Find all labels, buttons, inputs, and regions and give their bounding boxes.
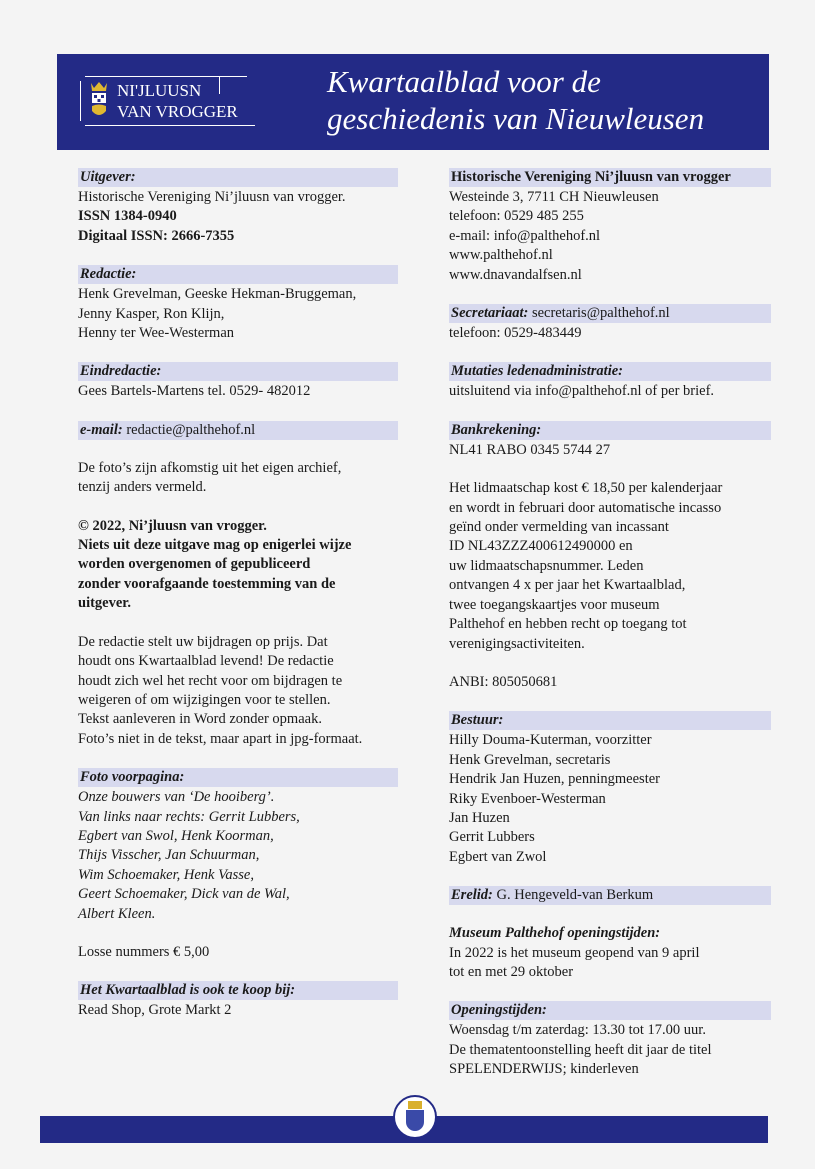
- title-line-1: Kwartaalblad voor de: [327, 64, 601, 99]
- section-anbi: [449, 673, 771, 692]
- bestuur-line: Riky Evenboer-Westerman: [449, 790, 606, 807]
- email-label: e-mail:: [80, 421, 123, 438]
- crest-icon: [89, 81, 109, 119]
- section-email: [78, 421, 398, 440]
- museum-line: tot en met 29 oktober: [449, 963, 574, 980]
- section-redactie-tekst: [78, 633, 398, 749]
- section-eindredactie: [78, 362, 398, 401]
- masthead: [57, 54, 769, 150]
- foto-voorpagina-line: Albert Kleen.: [78, 905, 156, 922]
- heading-vereniging: Historische Vereniging Ni’jluusn van vrogger: [449, 168, 771, 187]
- logo-line-1: NI'JLUUSN: [117, 81, 202, 100]
- secretariaat-email-link[interactable]: secretaris@palthehof.nl: [528, 305, 670, 322]
- logo: [77, 71, 255, 131]
- bestuur-line: Jan Huzen: [449, 809, 510, 826]
- foto-voorpagina-line: Wim Schoemaker, Henk Vasse,: [78, 866, 254, 883]
- fotos-line: De foto’s zijn afkomstig uit het eigen archief,: [78, 459, 342, 476]
- redactie-tekst-line: De redactie stelt uw bijdragen op prijs. Dat: [78, 633, 328, 650]
- redactie-tekst-line: houdt ons Kwartaalblad levend! De redactie: [78, 653, 334, 670]
- koop-line: Read Shop, Grote Markt 2: [78, 1002, 232, 1019]
- section-mutaties: [449, 362, 771, 401]
- logo-frame-top: [85, 76, 247, 77]
- lidmaatschap-line: uw lidmaatschapsnummer. Leden: [449, 557, 644, 574]
- copyright-line: © 2022, Ni’jluusn van vrogger.: [78, 517, 267, 534]
- redactie-tekst-line: weigeren of om wijzigingen voor te stellen.: [78, 691, 331, 708]
- redactie-tekst-line: Tekst aanleveren in Word zonder opmaak.: [78, 711, 322, 728]
- lidmaatschap-line: Palthehof en hebben recht op toegang tot: [449, 616, 687, 633]
- lidmaatschap-line: en wordt in februari door automatische incasso: [449, 499, 722, 516]
- right-column: [449, 168, 771, 1099]
- vereniging-email-link[interactable]: e-mail: info@palthehof.nl: [449, 227, 601, 244]
- section-erelid: [449, 886, 771, 905]
- copyright-line: zonder voorafgaande toestemming van de: [78, 575, 336, 592]
- uitgever-line: Historische Vereniging Ni’jluusn van vrogger.: [78, 189, 346, 205]
- section-redactie: [78, 265, 398, 343]
- heading-museum: Museum Palthehof openingstijden:: [449, 925, 661, 942]
- section-uitgever: [78, 168, 398, 246]
- museum-line: In 2022 is het museum geopend van 9 april: [449, 944, 700, 961]
- vereniging-website-link[interactable]: www.palthehof.nl: [449, 247, 553, 264]
- secretariaat-label: Secretariaat:: [451, 305, 529, 322]
- emblem-shield: [406, 1110, 424, 1131]
- foto-voorpagina-line: Egbert van Swol, Henk Koorman,: [78, 827, 274, 844]
- section-lidmaatschap: [449, 479, 771, 654]
- redactie-line: Henny ter Wee-Westerman: [78, 325, 235, 342]
- redactie-line: Henk Grevelman, Geeske Hekman-Bruggeman,: [78, 286, 357, 303]
- secretariaat-bar: [449, 304, 771, 323]
- losse-nummers: Losse nummers € 5,00: [78, 943, 210, 960]
- emblem-crown: [408, 1101, 422, 1109]
- mutaties-line: uitsluitend via info@palthehof.nl of per brief.: [449, 383, 715, 400]
- lidmaatschap-line: geïnd onder vermelding van incassant: [449, 519, 669, 536]
- left-column: [78, 168, 398, 1040]
- section-vereniging: [449, 168, 771, 285]
- section-openingstijden: [449, 1001, 771, 1079]
- redactie-tekst-line: Foto’s niet in de tekst, maar apart in jpg-formaat.: [78, 730, 363, 747]
- foto-voorpagina-line: Onze bouwers van ‘De hooiberg’.: [78, 789, 275, 806]
- foto-voorpagina-line: Geert Schoemaker, Dick van de Wal,: [78, 886, 290, 903]
- heading-uitgever: Uitgever:: [78, 168, 398, 187]
- digitaal-issn: Digitaal ISSN: 2666-7355: [78, 227, 235, 244]
- heading-foto-voorpagina: Foto voorpagina:: [78, 768, 398, 787]
- section-losse-nummers: [78, 943, 398, 962]
- erelid-value: G. Hengeveld-van Berkum: [492, 887, 654, 904]
- bestuur-line: Hilly Douma-Kuterman, voorzitter: [449, 732, 652, 749]
- bestuur-line: Gerrit Lubbers: [449, 829, 535, 846]
- secretariaat-phone: telefoon: 0529-483449: [449, 325, 582, 342]
- section-bestuur: [449, 711, 771, 867]
- logo-frame-right: [219, 76, 220, 94]
- section-museum: [449, 924, 771, 982]
- lidmaatschap-line: Het lidmaatschap kost € 18,50 per kalenderjaar: [449, 480, 723, 497]
- section-fotos: [78, 459, 398, 498]
- heading-eindredactie: Eindredactie:: [78, 362, 398, 381]
- foto-voorpagina-line: Thijs Visscher, Jan Schuurman,: [78, 847, 260, 864]
- copyright-line: Niets uit deze uitgave mag op enigerlei wijze: [78, 537, 352, 554]
- section-bank: [449, 421, 771, 460]
- logo-frame-side: [80, 81, 81, 121]
- foto-voorpagina-line: Van links naar rechts: Gerrit Lubbers,: [78, 808, 300, 825]
- bank-line: NL41 RABO 0345 5744 27: [449, 441, 611, 458]
- openingstijden-line: Woensdag t/m zaterdag: 13.30 tot 17.00 uur.: [449, 1022, 706, 1039]
- issn: ISSN 1384-0940: [78, 208, 177, 225]
- bestuur-line: Egbert van Zwol: [449, 848, 547, 865]
- vereniging-website-link[interactable]: www.dnavandalfsen.nl: [449, 266, 582, 283]
- section-secretariaat: [449, 304, 771, 343]
- erelid-label: Erelid:: [451, 887, 493, 904]
- fotos-line: tenzij anders vermeld.: [78, 479, 207, 496]
- logo-line-2: VAN VROGGER: [117, 102, 238, 121]
- eindredactie-line: Gees Bartels-Martens tel. 0529- 482012: [78, 383, 311, 400]
- email-bar: [78, 421, 398, 440]
- heading-mutaties: Mutaties ledenadministratie:: [449, 362, 771, 381]
- vereniging-line: telefoon: 0529 485 255: [449, 208, 584, 225]
- title-line-2: geschiedenis van Nieuwleusen: [327, 101, 705, 136]
- heading-bank: Bankrekening:: [449, 421, 771, 440]
- heading-redactie: Redactie:: [78, 265, 398, 284]
- copyright-line: uitgever.: [78, 595, 132, 612]
- bestuur-line: Henk Grevelman, secretaris: [449, 751, 611, 768]
- anbi: ANBI: 805050681: [449, 673, 558, 690]
- erelid-bar: [449, 886, 771, 905]
- bestuur-line: Hendrik Jan Huzen, penningmeester: [449, 771, 660, 788]
- heading-bestuur: Bestuur:: [449, 711, 771, 730]
- lidmaatschap-line: ID NL43ZZZ400612490000 en: [449, 538, 633, 555]
- section-copyright: [78, 517, 398, 614]
- section-foto-voorpagina: [78, 768, 398, 924]
- openingstijden-line: SPELENDERWIJS; kinderleven: [449, 1061, 639, 1078]
- openingstijden-line: De thematentoonstelling heeft dit jaar de titel: [449, 1041, 712, 1058]
- redactie-tekst-line: houdt zich wel het recht voor om bijdragen te: [78, 672, 343, 689]
- heading-koop: Het Kwartaalblad is ook te koop bij:: [78, 981, 398, 1000]
- lidmaatschap-line: ontvangen 4 x per jaar het Kwartaalblad,: [449, 577, 686, 594]
- redactie-line: Jenny Kasper, Ron Klijn,: [78, 305, 225, 322]
- section-koop: [78, 981, 398, 1020]
- lidmaatschap-line: twee toegangskaartjes voor museum: [449, 596, 660, 613]
- copyright-line: worden overgenomen of gepubliceerd: [78, 556, 311, 573]
- vereniging-line: Westeinde 3, 7711 CH Nieuwleusen: [449, 189, 659, 205]
- lidmaatschap-line: verenigingsactiviteiten.: [449, 635, 585, 652]
- emblem-icon: [393, 1095, 437, 1139]
- heading-openingstijden: Openingstijden:: [449, 1001, 771, 1020]
- email-link[interactable]: redactie@palthehof.nl: [122, 421, 256, 438]
- logo-frame-bottom: [85, 125, 255, 126]
